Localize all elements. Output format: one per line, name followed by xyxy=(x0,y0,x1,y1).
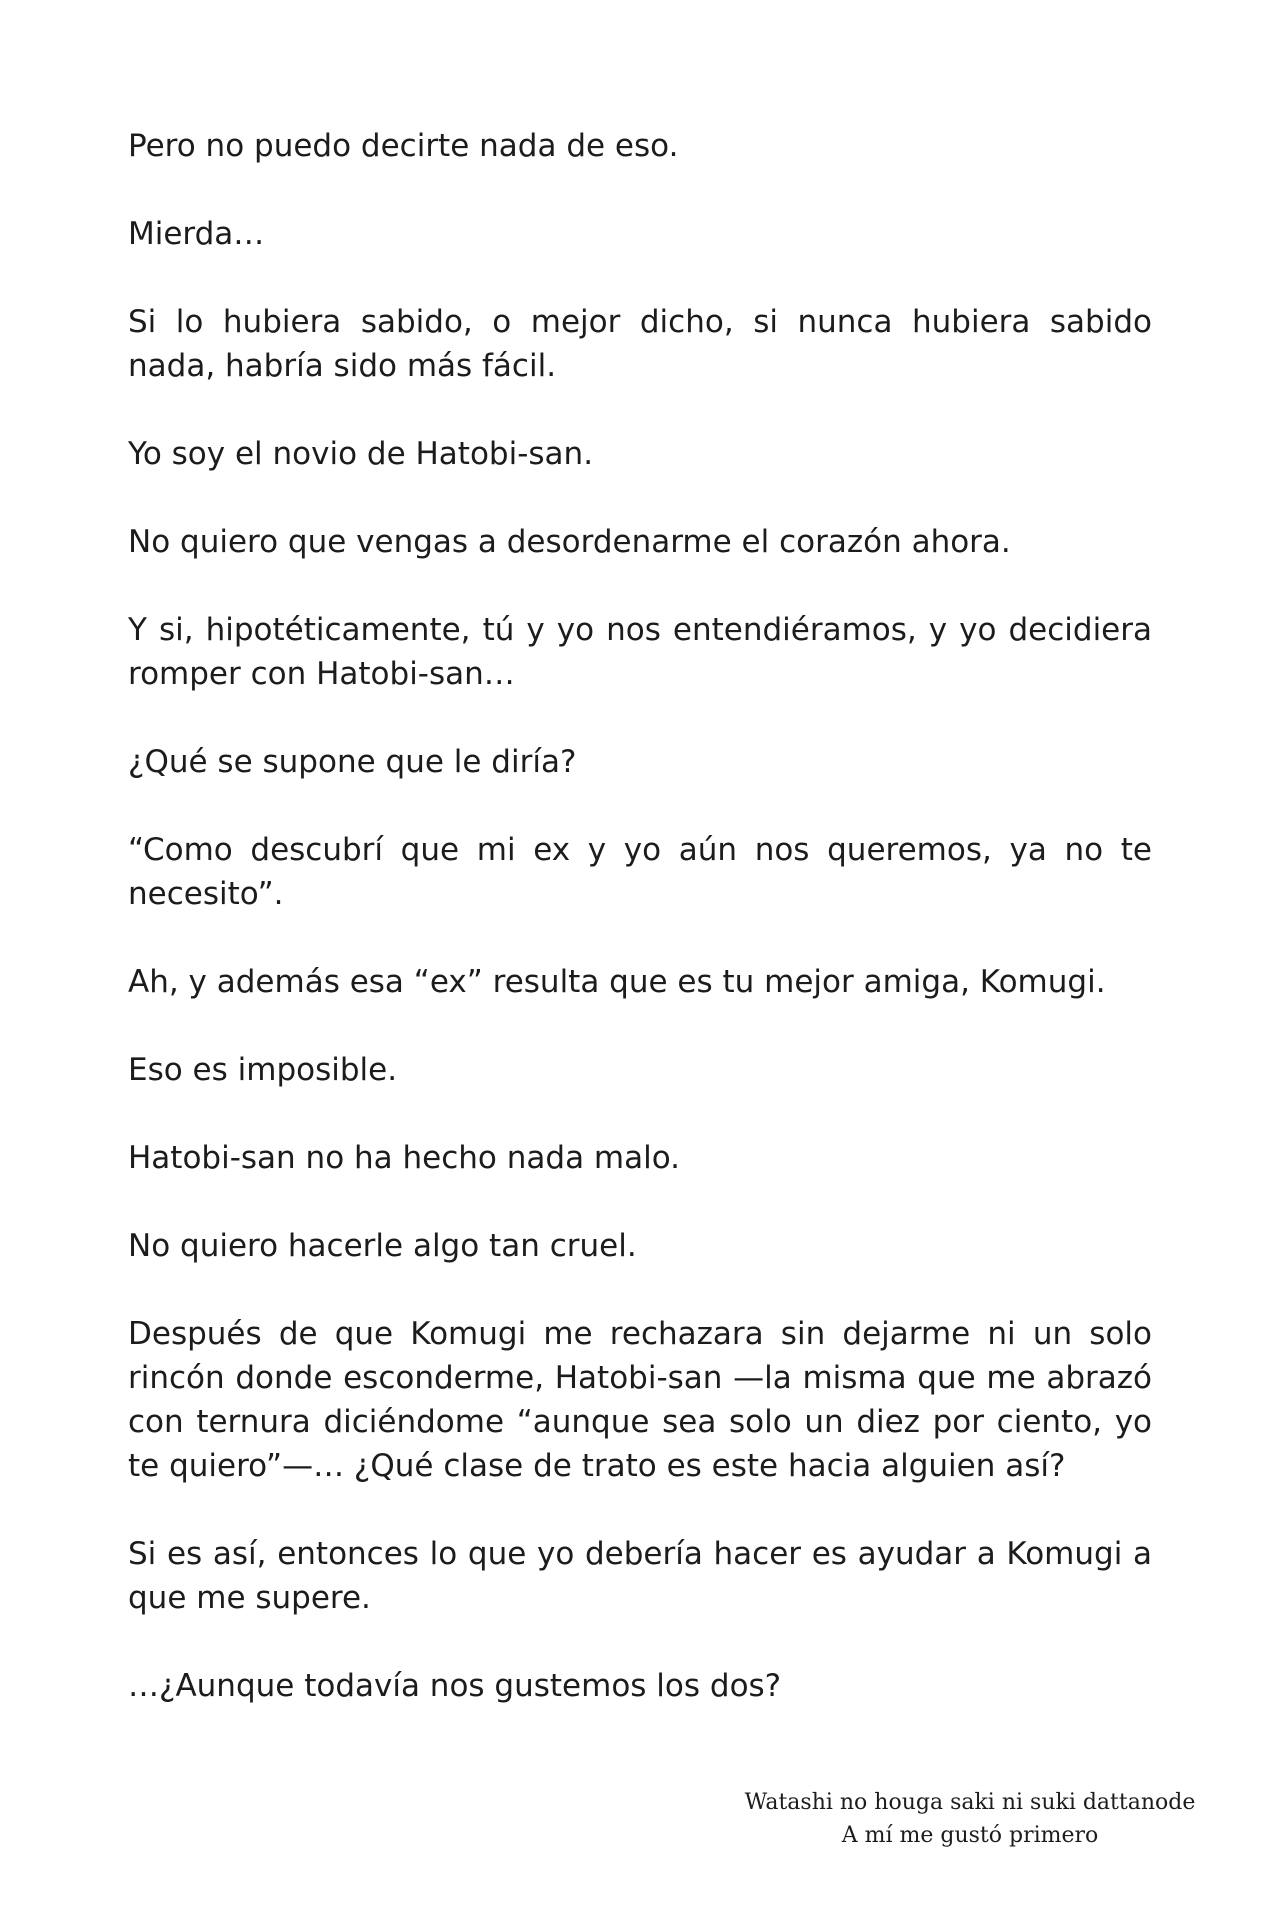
paragraph: No quiero hacerle algo tan cruel. xyxy=(128,1228,637,1264)
paragraph: Ah, y además esa “ex” resulta que es tu mejor amiga, Komugi. xyxy=(128,964,1106,1000)
paragraph: “Como descubrí que mi ex y yo aún nos queremos, ya no te necesito”. xyxy=(128,832,1152,912)
paragraph: Después de que Komugi me rechazara sin dejarme ni un solo rincón donde esconderme, Hatobi-san —la misma que me abrazó con ternura diciéndome “aunque sea solo un diez por ciento, yo te quiero”—… ¿Qué clase de trato es este hacia alguien así? xyxy=(128,1316,1152,1484)
footer-title-spanish: A mí me gustó primero xyxy=(841,1823,1099,1848)
paragraph: Yo soy el novio de Hatobi-san. xyxy=(128,436,594,472)
paragraph: …¿Aunque todavía nos gustemos los dos? xyxy=(128,1668,782,1704)
paragraph: No quiero que vengas a desordenarme el corazón ahora. xyxy=(128,524,1011,560)
paragraph: Mierda… xyxy=(128,216,265,252)
paragraph: Pero no puedo decirte nada de eso. xyxy=(128,128,679,164)
document-body xyxy=(128,124,1152,1752)
paragraph: Si lo hubiera sabido, o mejor dicho, si nunca hubiera sabido nada, habría sido más fácil. xyxy=(128,304,1152,384)
footer-title-romaji: Watashi no houga saki ni suki dattanode xyxy=(744,1790,1196,1815)
paragraph: Eso es imposible. xyxy=(128,1052,398,1088)
paragraph: ¿Qué se supone que le diría? xyxy=(128,744,577,780)
paragraph: Si es así, entonces lo que yo debería hacer es ayudar a Komugi a que me supere. xyxy=(128,1536,1152,1616)
page-footer xyxy=(700,1786,1240,1852)
paragraph: Hatobi-san no ha hecho nada malo. xyxy=(128,1140,681,1176)
paragraph: Y si, hipotéticamente, tú y yo nos entendiéramos, y yo decidiera romper con Hatobi-san… xyxy=(128,612,1152,692)
